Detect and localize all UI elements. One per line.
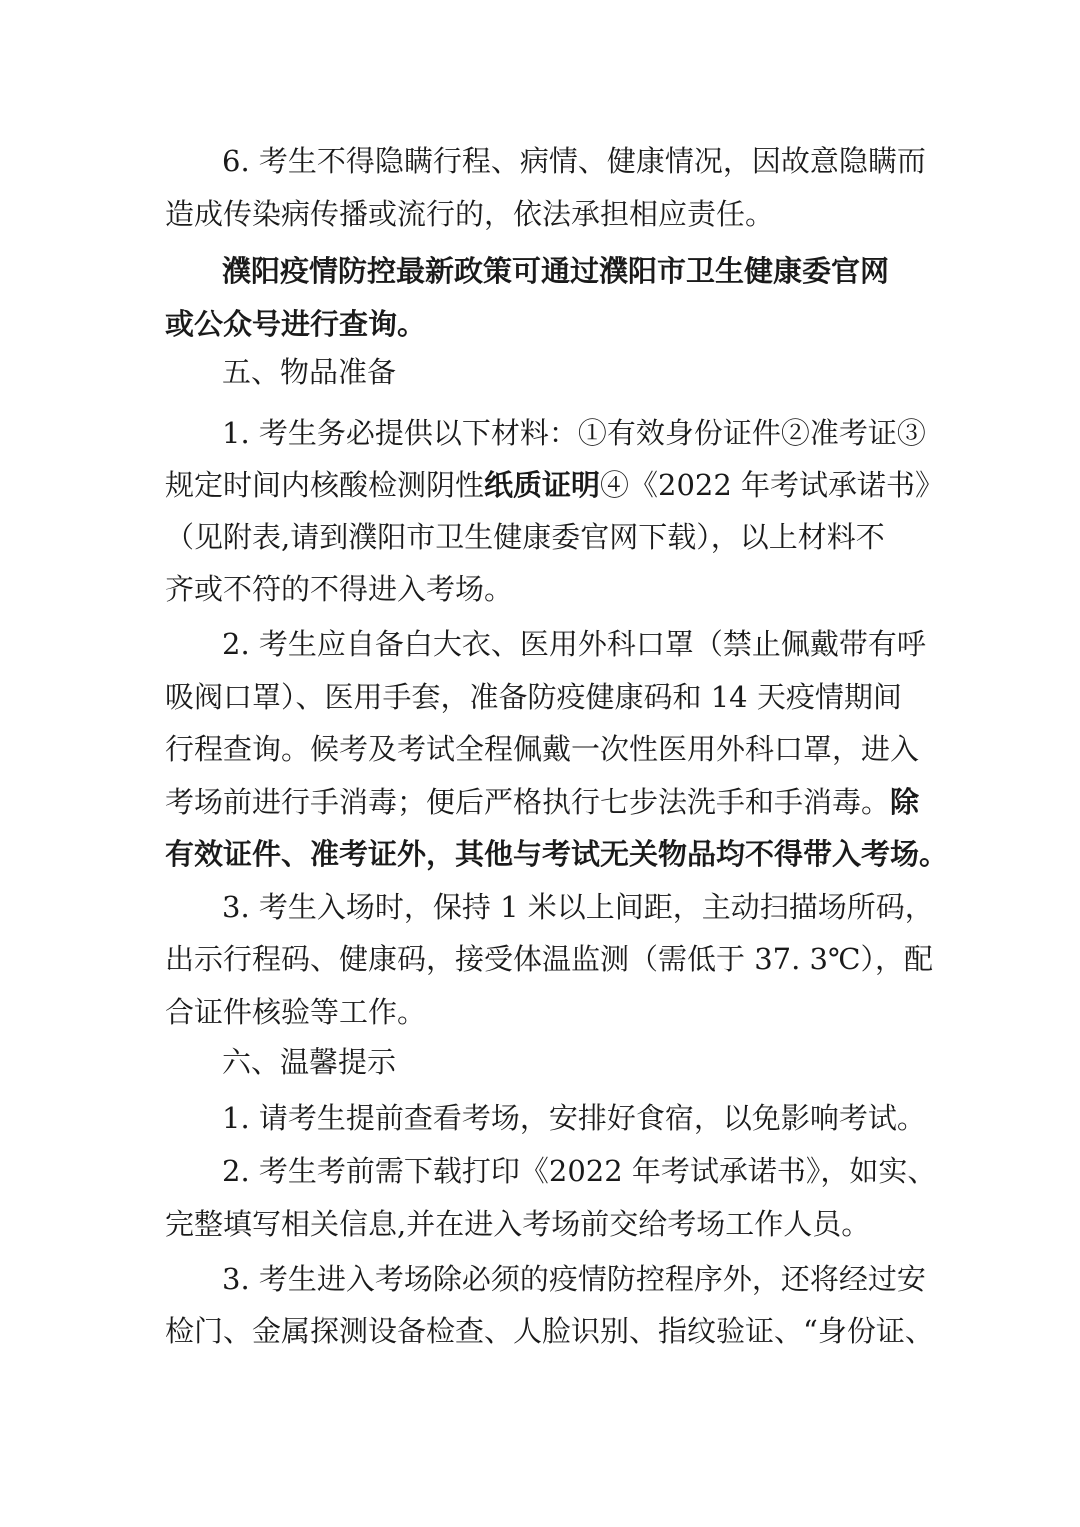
item-5-1-line-1: 1. 考生务必提供以下材料：①有效身份证件②准考证③ bbox=[222, 416, 926, 450]
notice-bold-line-2: 或公众号进行查询。 bbox=[165, 307, 427, 341]
item-5-2-line-1: 2. 考生应自备白大衣、医用外科口罩（禁止佩戴带有呼 bbox=[222, 627, 926, 661]
item-5-1-line-2 bbox=[165, 457, 945, 513]
text-segment: ④《2022 年考试承诺书》 bbox=[600, 468, 945, 502]
notice-bold-line-1: 濮阳疫情防控最新政策可通过濮阳市卫生健康委官网 bbox=[222, 254, 890, 288]
bold-text-segment: 纸质证明 bbox=[484, 468, 601, 502]
bold-text-segment: 除 bbox=[890, 785, 920, 819]
text-segment: 规定时间内核酸检测阴性 bbox=[165, 468, 485, 502]
item-5-3-line-3: 合证件核验等工作。 bbox=[165, 995, 427, 1029]
item-6-1-line-1: 1. 请考生提前查看考场，安排好食宿，以免影响考试。 bbox=[222, 1101, 926, 1135]
item-5-2-line-4 bbox=[165, 774, 920, 830]
item-6-line-2: 造成传染病传播或流行的，依法承担相应责任。 bbox=[165, 197, 775, 231]
section-heading-6: 六、温馨提示 bbox=[222, 1045, 397, 1079]
item-6-3-line-1: 3. 考生进入考场除必须的疫情防控程序外，还将经过安 bbox=[222, 1262, 926, 1296]
item-5-1-line-3: （见附表,请到濮阳市卫生健康委官网下载），以上材料不 bbox=[165, 520, 885, 554]
item-5-3-line-1: 3. 考生入场时，保持 1 米以上间距，主动扫描场所码， bbox=[222, 890, 934, 924]
item-6-2-line-2: 完整填写相关信息,并在进入考场前交给考场工作人员。 bbox=[165, 1207, 871, 1241]
text-segment: 考场前进行手消毒；便后严格执行七步法洗手和手消毒。 bbox=[165, 785, 891, 819]
section-heading-5: 五、物品准备 bbox=[222, 355, 397, 389]
item-5-2-line-2: 吸阀口罩）、医用手套，准备防疫健康码和 14 天疫情期间 bbox=[165, 680, 902, 714]
item-5-2-line-3: 行程查询。候考及考试全程佩戴一次性医用外科口罩，进入 bbox=[165, 732, 920, 766]
item-5-3-line-2: 出示行程码、健康码，接受体温监测（需低于 37. 3℃），配 bbox=[165, 942, 933, 976]
item-5-1-line-4: 齐或不符的不得进入考场。 bbox=[165, 572, 514, 606]
item-6-3-line-2: 检门、金属探测设备检查、人脸识别、指纹验证、“身份证、 bbox=[165, 1314, 934, 1348]
item-5-2-line-5: 有效证件、准考证外，其他与考试无关物品均不得带入考场。 bbox=[165, 837, 949, 871]
item-6-2-line-1: 2. 考生考前需下载打印《2022 年考试承诺书》，如实、 bbox=[222, 1154, 937, 1188]
item-6-line-1: 6. 考生不得隐瞒行程、病情、健康情况，因故意隐瞒而 bbox=[222, 144, 926, 178]
